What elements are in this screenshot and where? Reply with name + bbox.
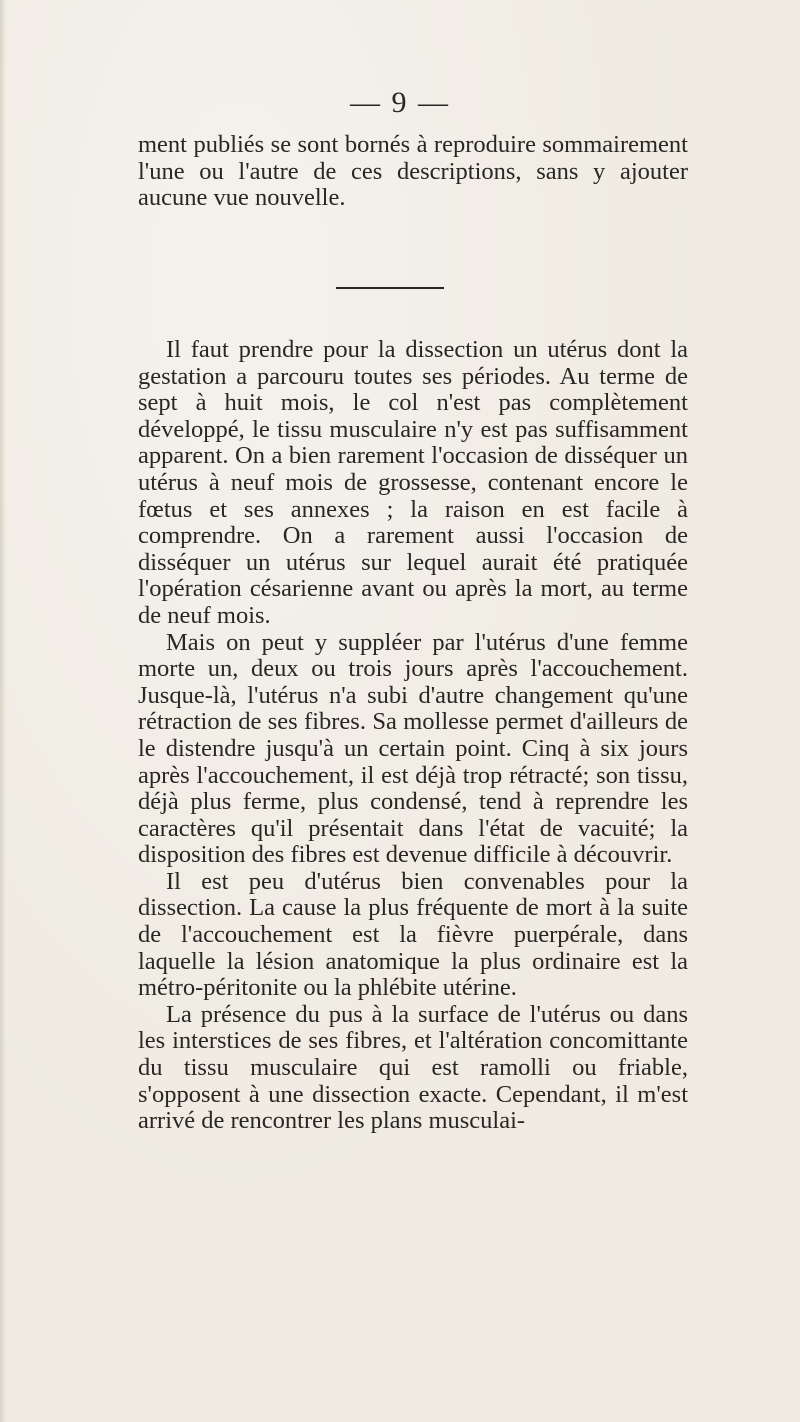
intro-text (138, 132, 688, 212)
section-divider (336, 287, 444, 289)
intro-paragraph: ment publiés se sont bornés à reproduire sommairement l'une ou l'autre de ces descriptions, sans y ajouter aucune vue nouvelle. (138, 131, 688, 212)
page-number: — 9 — (350, 86, 450, 119)
main-text (138, 337, 688, 1135)
page-binding-shadow (0, 0, 6, 1422)
paragraph-2: Mais on peut y suppléer par l'utérus d'une femme morte un, deux ou trois jours après l'accouchement. Jusque-là, l'utérus n'a subi d'autre changement qu'une rétraction de ses fibres. Sa mollesse permet d'ailleurs de le distendre jusqu'à un certain point. Cinq à six jours après l'accouchement, il est déjà trop rétracté; son tissu, déjà plus ferme, plus condensé, tend à reprendre les caractères qu'il présentait dans l'état de vacuité; la disposition des fibres est devenue difficile à découvrir. (138, 628, 688, 869)
paragraph-3: Il est peu d'utérus bien convenables pour la dissection. La cause la plus fréquente de mort à la suite de l'accouchement est la fièvre puerpérale, dans laquelle la lésion anatomique la plus ordinaire est la métro-péritonite ou la phlébite utérine. (138, 867, 688, 1002)
paragraph-4: La présence du pus à la surface de l'utérus ou dans les interstices de ses fibres, et l'altération concomittante du tissu musculaire qui est ramolli ou friable, s'opposent à une dissection exacte. Cependant, il m'est arrivé de rencontrer les plans musculai- (138, 1000, 688, 1135)
paragraph-1: Il faut prendre pour la dissection un utérus dont la gestation a parcouru toutes ses périodes. Au terme de sept à huit mois, le col n'est pas complètement développé, le tissu musculaire n'y est pas suffisamment apparent. On a bien rarement l'occasion de disséquer un utérus à neuf mois de grossesse, contenant encore le fœtus et ses annexes ; la raison en est facile à comprendre. On a rarement aussi l'occasion de disséquer un utérus sur lequel aurait été pratiquée l'opération césarienne avant ou après la mort, au terme de neuf mois. (138, 336, 688, 629)
